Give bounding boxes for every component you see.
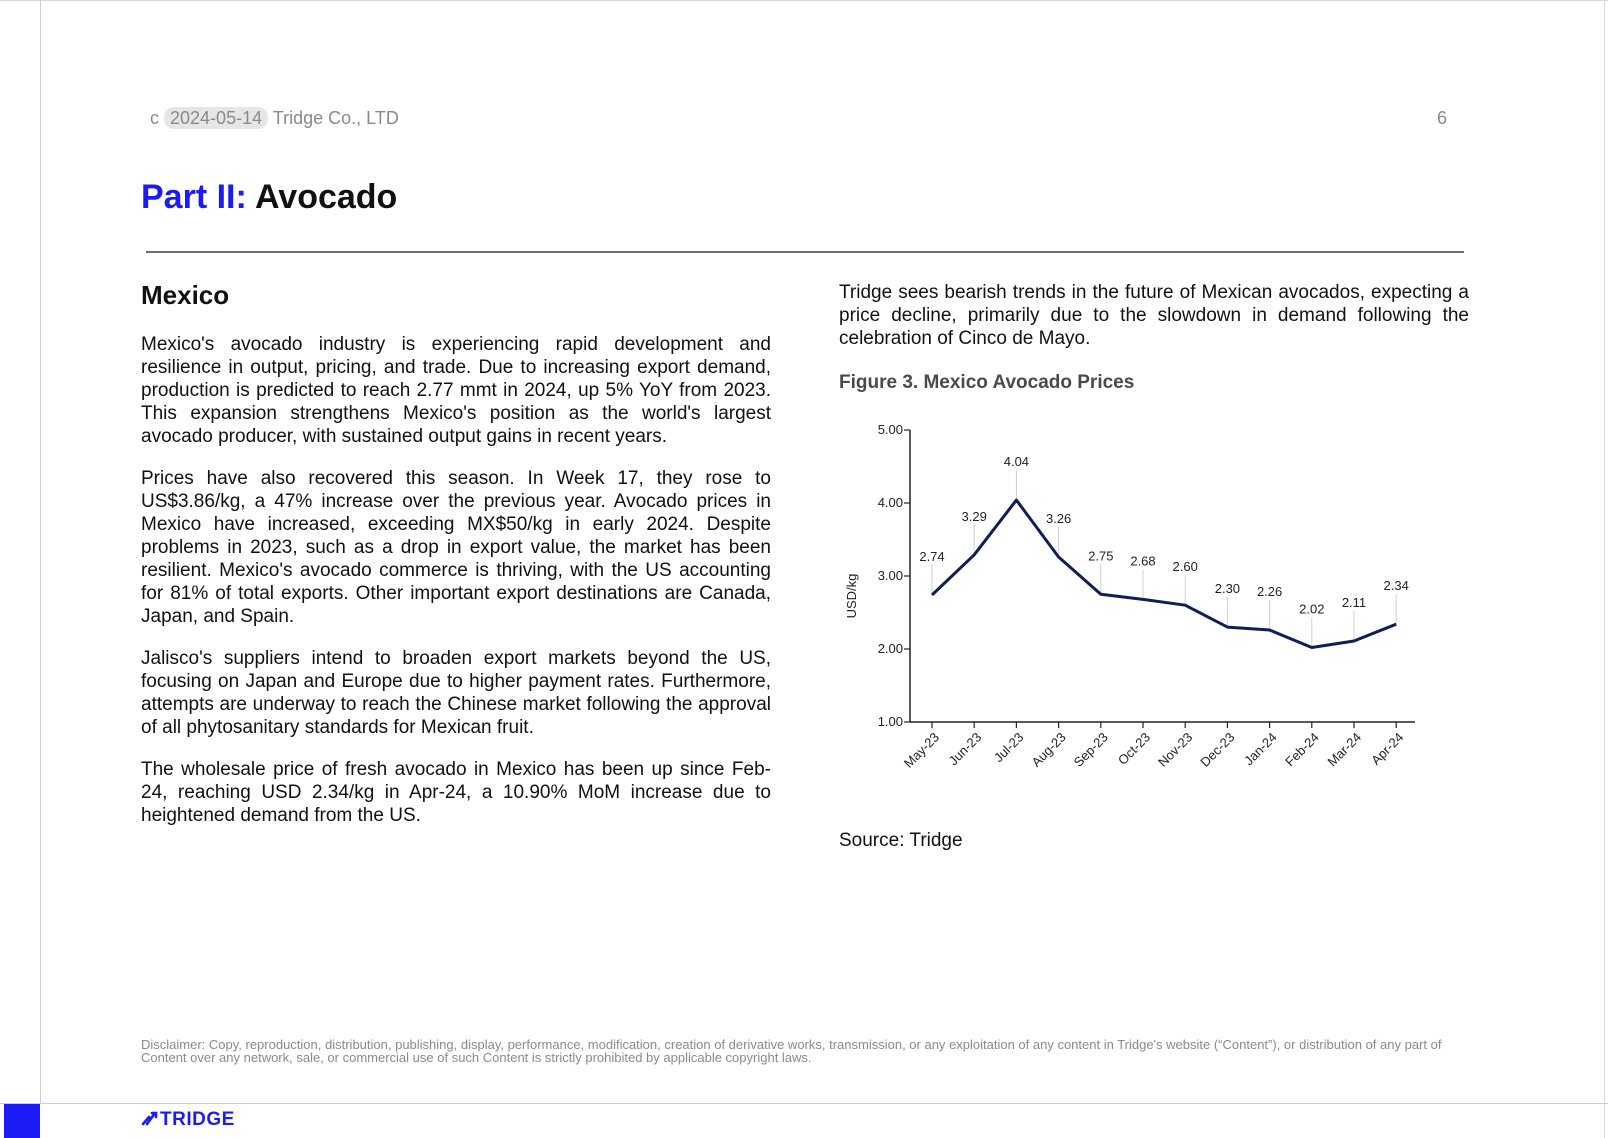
- x-tick-label: Jan-24: [1241, 729, 1280, 769]
- x-tick-label: Jul-23: [990, 729, 1027, 766]
- x-tick-label: Apr-24: [1368, 729, 1407, 768]
- x-tick-label: Aug-23: [1028, 729, 1069, 770]
- data-label: 2.11: [1341, 594, 1367, 610]
- x-tick-label: Mar-24: [1324, 729, 1365, 770]
- paragraph: The wholesale price of fresh avocado in Mexico has been up since Feb-24, reaching USD 2.34/kg in Apr-24, a 10.90% MoM increase due to heightened demand from the US.: [141, 759, 771, 826]
- x-tick-label: Nov-23: [1155, 729, 1196, 770]
- x-tick-label: Dec-23: [1197, 729, 1238, 770]
- tridge-logo-icon: [142, 1109, 158, 1131]
- brand-color-block: [4, 1104, 40, 1138]
- y-tick-label: 4.00: [877, 495, 903, 510]
- paragraph: Mexico's avocado industry is experiencing rapid development and resilience in output, pricing, and trade. Due to increasing export demand, production is predicted to reach 2.77 mmt in 2024, up 5% YoY from 2023. This expansion strengthens Mexico's position as the world's largest avocado producer, with sustained output gains in recent years.: [141, 334, 771, 447]
- x-tick-label: Sep-23: [1070, 729, 1111, 770]
- x-tick-label: Feb-24: [1282, 729, 1322, 770]
- data-label: 4.04: [1003, 454, 1030, 470]
- y-tick-label: 2.00: [877, 641, 903, 656]
- brand-name: TRIDGE: [160, 1109, 235, 1130]
- section-title: Mexico: [141, 280, 230, 310]
- disclaimer: Disclaimer: Copy, reproduction, distribution, publishing, display, performance, modification, creation of derivative works, transmission, or any exploitation of any content in Tridge's website (“Content”), or distribution of any part of Content over any network, sale, or commercial use of such Content is strictly prohibited by applicable copyright laws.: [141, 1037, 1442, 1065]
- data-label: 2.30: [1214, 581, 1241, 597]
- x-tick-label: May-23: [900, 729, 943, 771]
- page-border-right: [1604, 0, 1605, 1138]
- page-border-top: [0, 0, 1608, 1]
- page-number: 6: [1437, 108, 1448, 128]
- document-header-meta: [150, 108, 399, 129]
- data-label: 2.34: [1383, 578, 1409, 594]
- part-label: Part II:: [141, 178, 247, 216]
- data-label: 2.60: [1172, 559, 1198, 575]
- data-label: 2.26: [1256, 584, 1283, 600]
- right-column: [839, 281, 1469, 394]
- page-title: [141, 178, 397, 217]
- data-label: 2.02: [1299, 601, 1325, 617]
- y-tick-label: 1.00: [877, 714, 903, 729]
- figure-source: Source: Tridge: [839, 830, 963, 851]
- header-company: Tridge Co., LTD: [272, 108, 399, 128]
- data-label: 2.75: [1088, 548, 1114, 564]
- part-name: Avocado: [255, 178, 398, 216]
- y-tick-label: 5.00: [877, 422, 903, 437]
- header-prefix: c: [150, 108, 159, 128]
- data-label: 2.68: [1130, 553, 1156, 569]
- price-chart: [844, 420, 1470, 810]
- price-chart-svg: [844, 420, 1470, 810]
- title-divider: [146, 251, 1464, 253]
- header-date: 2024-05-14: [164, 107, 268, 129]
- paragraph: Prices have also recovered this season. In Week 17, they rose to US$3.86/kg, a 47% increase over the previous year. Avocado prices in Mexico have increased, exceeding MX$50/kg in early 2024. Despite problems in 2023, such as a drop in export value, the market has been resilient. Mexico's avocado commerce is thriving, with the US accounting for 81% of total exports. Other important export destinations are Canada, Japan, and Spain.: [141, 468, 771, 627]
- series-line: [932, 500, 1396, 647]
- y-axis-label: USD/kg: [844, 573, 859, 619]
- data-label: 2.74: [919, 548, 945, 564]
- data-label: 3.26: [1045, 511, 1072, 527]
- figure-caption: Figure 3. Mexico Avocado Prices: [839, 372, 1135, 393]
- page-border-bottom: [0, 1103, 1608, 1104]
- paragraph: Jalisco's suppliers intend to broaden export markets beyond the US, focusing on Japan and Europe due to higher payment rates. Furthermore, attempts are underway to reach the Chinese market following the approval of all phytosanitary standards for Mexican fruit.: [141, 648, 771, 738]
- x-tick-label: Oct-23: [1114, 729, 1154, 768]
- y-tick-label: 3.00: [877, 568, 903, 583]
- data-label: 3.29: [961, 508, 987, 524]
- brand-logo: [142, 1109, 235, 1131]
- left-column: [141, 280, 771, 846]
- x-tick-label: Jun-23: [945, 729, 985, 769]
- paragraph: Tridge sees bearish trends in the future of Mexican avocados, expecting a price decline, primarily due to the slowdown in demand following the celebration of Cinco de Mayo.: [839, 282, 1469, 349]
- page-border-left: [40, 0, 41, 1104]
